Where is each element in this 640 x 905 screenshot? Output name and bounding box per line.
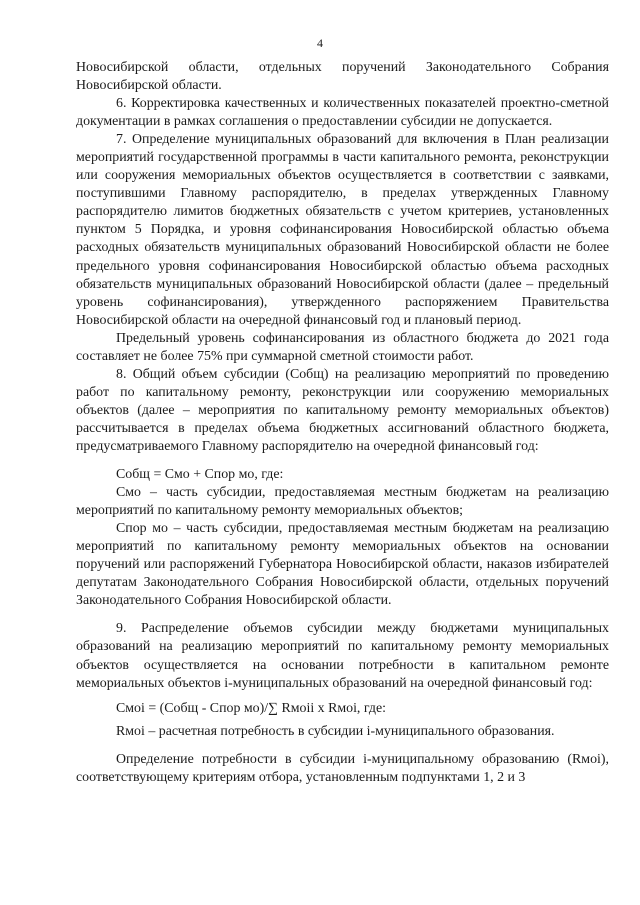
formula-total-subsidy: Собщ = Смо + Спор мо, где: bbox=[116, 467, 284, 483]
paragraph-item-7: 7. Определение муниципальных образований для включения в План реализации мероприятий государственной программы в части капитального ремонта, реконструкции или сооружения мемориальных объектов осуществляется в соответствии с заявками, поступившими Главному распорядителю, в пределах утвержденных Главному распорядителю лимитов бюджетных обязательств с учетом критериев, установленных пунктом 5 Порядка, и уровня софинансирования Новосибирской областью объема расходных обязательств муниципальных образований Новосибирской области не более предельного уровня софинансирования Новосибирской областью объема расходных обязательств муниципальных образований Новосибирской области (далее – предельный уровень софинансирования), утвержденного распоряжением Правительства Новосибирской области на очередной финансовый год и плановый период. bbox=[76, 132, 609, 328]
document-body bbox=[76, 59, 609, 787]
paragraph-item-8: 8. Общий объем субсидии (Собщ) на реализацию мероприятий по проведению работ по капитальному ремонту, реконструкции или сооружению мемориальных объектов (далее – мероприятия по капитальному ремонту мемориальных объектов) рассчитывается в пределах объема бюджетных ассигнований областного бюджета, предусматриваемого Главному распорядителю на очередной финансовый год: bbox=[76, 366, 609, 454]
page-number: 4 bbox=[317, 36, 323, 50]
paragraph-need-determination: Определение потребности в субсидии i-муниципальному образованию (Rмоi), соответствующему критериям отбора, установленным подпунктами 1, 2 и 3 bbox=[76, 751, 609, 785]
formula-distribution: Смоi = (Собщ - Спор мо)/∑ Rмоii x Rмоi, где: bbox=[116, 700, 386, 716]
definition-smo: Смо – часть субсидии, предоставляемая местным бюджетам на реализацию мероприятий по капитальному ремонту мемориальных объектов; bbox=[76, 485, 609, 519]
paragraph-continuation: Новосибирской области, отдельных поручений Законодательного Собрания Новосибирской области. bbox=[76, 60, 609, 94]
paragraph-cofinancing-limit: Предельный уровень софинансирования из областного бюджета до 2021 года составляет не более 75% при суммарной сметной стоимости работ. bbox=[76, 330, 609, 364]
paragraph-item-6: 6. Корректировка качественных и количественных показателей проектно-сметной документации в рамках соглашения о предоставлении субсидии не допускается. bbox=[76, 96, 609, 130]
definition-spor-mo: Спор мо – часть субсидии, предоставляемая местным бюджетам на реализацию мероприятий по капитальному ремонту мемориальных объектов на основании поручений или распоряжений Губернатора Новосибирской области, наказов избирателей депутатам Законодательного Собрания Новосибирской области, отдельных поручений Законодательного Собрания Новосибирской области. bbox=[76, 521, 609, 609]
definition-rmoi: Rмоi – расчетная потребность в субсидии i-муниципального образования. bbox=[116, 723, 555, 739]
paragraph-item-9: 9. Распределение объемов субсидии между бюджетами муниципальных образований на реализацию мероприятий по капитальному ремонту мемориальных объектов осуществляется на основании потребности в капитальном ремонте мемориальных объектов i-муниципальных образований на очередной финансовый год: bbox=[76, 621, 609, 691]
